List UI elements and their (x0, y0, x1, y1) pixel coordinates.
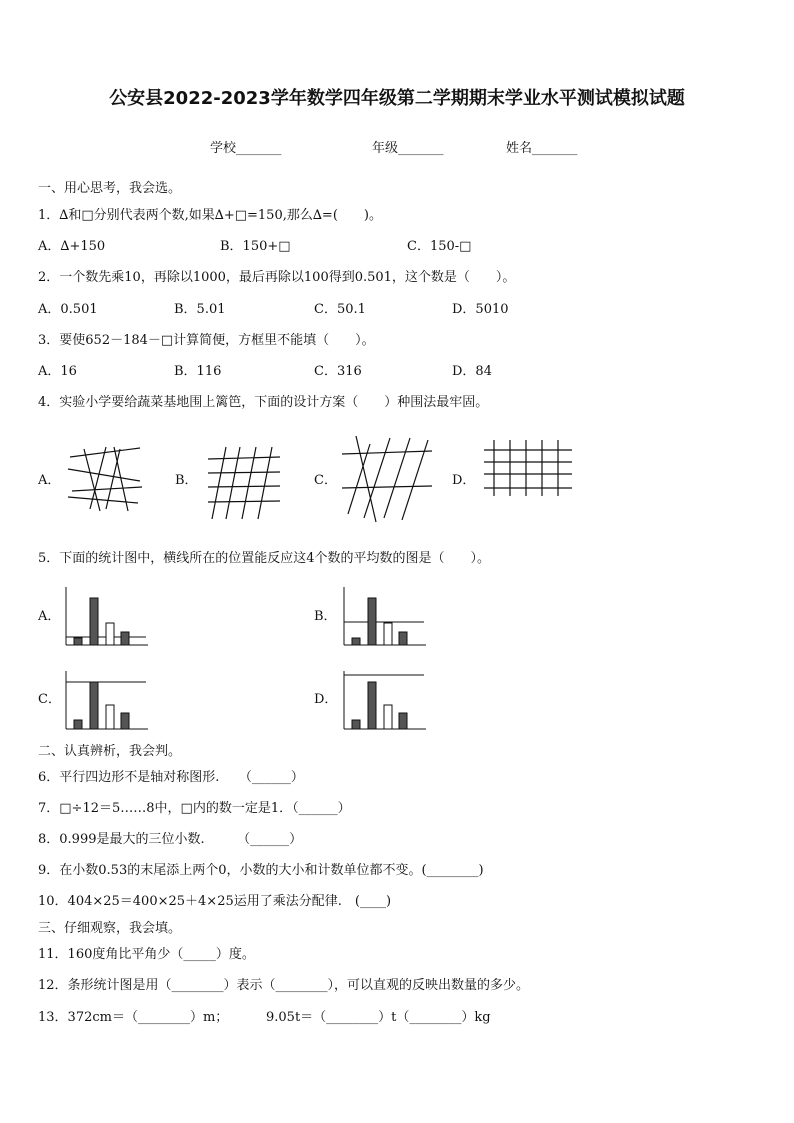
fence-figure-c (340, 434, 436, 524)
q2-option-b: B．5.01 (174, 302, 226, 317)
q2-option-d: D．5010 (452, 302, 509, 317)
question-5: 5．下面的统计图中，横线所在的位置能反应这4个数的平均数的图是（ ）。 (38, 551, 491, 566)
bar-chart-a (62, 585, 152, 649)
question-3: 3．要使652－184－□计算简便，方框里不能填（ ）。 (38, 333, 375, 348)
question-9: 9．在小数0.53的末尾添上两个0，小数的大小和计数单位都不变。(________) (38, 863, 484, 878)
exam-title: 公安县2022-2023学年数学四年级第二学期期末学业水平测试模拟试题 (109, 88, 685, 109)
q4-label-a: A． (38, 473, 61, 488)
fence-figure-a (66, 445, 146, 515)
q3-option-c: C．316 (314, 364, 362, 379)
q4-label-c: C． (314, 473, 337, 488)
question-8: 8．0.999是最大的三位小数. （______） (38, 832, 303, 847)
q1-option-b: B．150+□ (220, 239, 291, 254)
q2-option-c: C．50.1 (314, 302, 366, 317)
q3-option-b: B．116 (174, 364, 222, 379)
q2-option-a: A．0.501 (38, 302, 98, 317)
question-11: 11．160度角比平角少（_____）度。 (38, 947, 255, 962)
question-12: 12．条形统计图是用（________）表示（________），可以直观的反映出数量的多少。 (38, 978, 530, 993)
question-7: 7．□÷12＝5……8中，□内的数一定是1．（______） (38, 801, 351, 816)
q4-label-d: D． (452, 473, 476, 488)
q1-option-c: C．150-□ (407, 239, 472, 254)
q1-option-a: A．∆+150 (38, 239, 106, 254)
question-13-part-2: 9.05t＝（________）t（________）kg (266, 1010, 491, 1025)
bar-chart-d (340, 669, 430, 733)
question-10: 10．404×25＝400×25＋4×25运用了乘法分配律. (____) (38, 894, 392, 909)
q4-label-b: B． (175, 473, 198, 488)
fence-figure-d (480, 438, 576, 498)
school-field: 学校_______ (210, 141, 282, 156)
q5-label-c: C． (38, 692, 61, 707)
question-2: 2．一个数先乘10，再除以1000，最后再除以100得到0.501，这个数是（ ）。 (38, 270, 516, 285)
q3-option-a: A．16 (38, 364, 77, 379)
bar-chart-b (340, 585, 430, 649)
q5-label-a: A． (38, 609, 61, 624)
question-6: 6．平行四边形不是轴对称图形. （______） (38, 770, 304, 785)
bar-chart-c (62, 669, 152, 733)
question-13-part-1: 13．372cm＝（________）m； (38, 1010, 229, 1025)
section-3-title: 三、仔细观察，我会填。 (38, 921, 182, 936)
q3-option-d: D．84 (452, 364, 492, 379)
name-field: 姓名_______ (506, 141, 578, 156)
section-1-title: 一、用心思考，我会选。 (38, 181, 182, 196)
q5-label-d: D． (314, 692, 338, 707)
section-2-title: 二、认真辨析，我会判。 (38, 744, 182, 759)
q5-label-b: B． (314, 609, 337, 624)
grade-field: 年级_______ (372, 141, 444, 156)
question-4: 4．实验小学要给蔬菜基地围上篱笆，下面的设计方案（ ）种围法最牢固。 (38, 395, 489, 410)
fence-figure-b (204, 445, 284, 525)
question-1: 1．∆和□分别代表两个数,如果∆+□=150,那么∆=( )。 (38, 208, 382, 223)
